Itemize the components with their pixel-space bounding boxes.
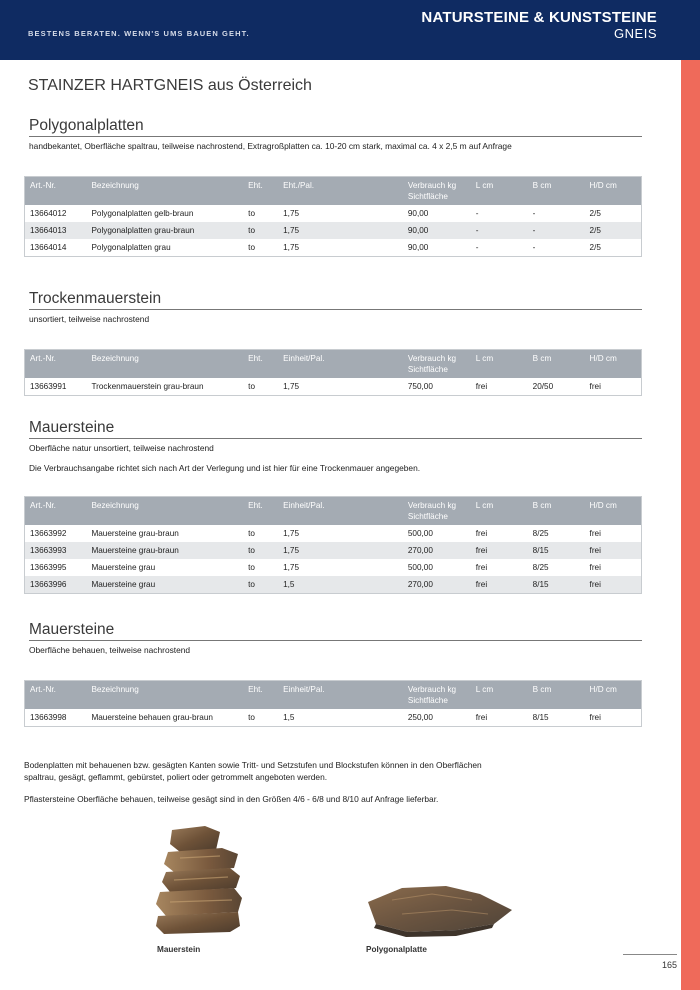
column-header: Art.-Nr.: [25, 350, 87, 379]
table-cell: Polygonalplatten grau: [91, 243, 171, 252]
section-description: unsortiert, teilweise nachrostend: [29, 314, 150, 324]
info-paragraph-pflastersteine: Pflastersteine Oberfläche behauen, teilweise gesägt sind in den Größen 4/6 - 6/8 und 8/10 auf Anfrage lieferbar.: [24, 794, 439, 804]
column-header: Bezeichnung: [86, 497, 243, 526]
table-row: [25, 709, 642, 727]
table-header-row: [25, 177, 642, 206]
table-cell: 500,00: [407, 529, 433, 538]
table-cell: 1,5: [278, 576, 403, 594]
column-header: Eht.: [243, 177, 278, 206]
page-header: [0, 0, 700, 60]
product-table-grid: [24, 496, 642, 594]
column-header: Eht.: [243, 350, 278, 379]
table-cell: 1,75: [283, 563, 300, 572]
section-title: Mauersteine: [29, 621, 642, 641]
table-cell: Mauersteine grau-braun: [86, 542, 243, 559]
table-cell: to: [248, 382, 256, 391]
category-title: NATURSTEINE & KUNSTSTEINE: [421, 9, 657, 26]
table-cell: 8/15: [532, 713, 549, 722]
section-trockenmauerstein: [24, 290, 642, 396]
table-cell: frei: [475, 382, 488, 391]
table-cell: to: [243, 222, 278, 239]
column-header: H/D cm: [585, 681, 642, 710]
column-header: Einheit/Pal.: [278, 681, 403, 710]
table-cell: 8/25: [532, 563, 549, 572]
table-cell: 13663996: [25, 576, 87, 594]
table-cell: 1,75: [283, 209, 300, 218]
table-cell: to: [243, 542, 278, 559]
table-cell: to: [243, 576, 278, 594]
table-cell: Trockenmauerstein grau-braun: [91, 382, 204, 391]
table-cell: frei: [589, 529, 601, 538]
table-cell: 20/50: [532, 382, 554, 391]
product-table: [24, 176, 642, 257]
table-cell: 1,75: [283, 243, 300, 252]
subcategory-title: GNEIS: [614, 26, 657, 41]
mauerstein-image: [150, 822, 250, 937]
column-header: Verbrauch kg Sichtfläche: [403, 350, 471, 379]
column-header: B cm: [528, 497, 585, 526]
caption-mauerstein: Mauerstein: [157, 945, 201, 954]
table-cell: frei: [475, 563, 488, 572]
table-row: [25, 576, 642, 594]
table-row: [25, 559, 642, 576]
table-cell: 8/25: [532, 529, 549, 538]
page-title: STAINZER HARTGNEIS aus Österreich: [28, 77, 312, 94]
column-header: Eht.: [243, 681, 278, 710]
section-title: Mauersteine: [29, 419, 642, 439]
column-header: H/D cm: [585, 497, 642, 526]
table-cell: to: [248, 563, 255, 572]
table-cell: -: [475, 243, 479, 252]
caption-polygonalplatte: Polygonalplatte: [366, 945, 427, 954]
table-cell: frei: [589, 382, 601, 391]
table-cell: -: [528, 222, 585, 239]
table-cell: to: [248, 243, 256, 252]
column-header: Bezeichnung: [86, 681, 243, 710]
column-header: H/D cm: [585, 350, 642, 379]
column-header: H/D cm: [585, 177, 642, 206]
table-cell: frei: [585, 576, 642, 594]
info-paragraph-bodenplatten: Bodenplatten mit behauenen bzw. gesägten Kanten sowie Tritt- und Setzstufen und Blockstufen können in den Oberflächen spaltrau, gesägt, geflammt, gebürstet, poliert oder getrommelt angeboten werden.: [24, 760, 482, 782]
page-number: 165: [623, 954, 677, 970]
column-header: Eht./Pal.: [278, 177, 403, 206]
product-table: [24, 496, 642, 594]
table-cell: Polygonalplatten grau-braun: [86, 222, 243, 239]
section-description: Oberfläche behauen, teilweise nachrostend: [29, 645, 191, 655]
table-cell: 2/5: [589, 243, 601, 252]
table-cell: frei: [475, 529, 488, 538]
section-polygonalplatten: [24, 117, 642, 257]
table-cell: 8/15: [528, 576, 585, 594]
side-accent-stripe: [681, 60, 700, 990]
column-header: Verbrauch kg Sichtfläche: [403, 497, 471, 526]
table-cell: 500,00: [407, 563, 433, 572]
section-title: Polygonalplatten: [29, 117, 642, 137]
column-header: L cm: [471, 497, 528, 526]
product-table-grid: [24, 176, 642, 257]
table-cell: 90,00: [407, 209, 429, 218]
table-cell: to: [248, 713, 255, 722]
table-cell: 13663991: [30, 382, 67, 391]
section-mauersteine-natur: [24, 419, 642, 594]
table-cell: 2/5: [585, 222, 642, 239]
table-cell: 8/15: [528, 542, 585, 559]
section-note: Die Verbrauchsangabe richtet sich nach Art der Verlegung und ist hier für eine Trockenmauer angegeben.: [29, 463, 421, 473]
table-cell: 1,75: [278, 542, 403, 559]
product-table-grid: [24, 349, 642, 396]
table-cell: 1,5: [283, 713, 295, 722]
table-cell: frei: [471, 576, 528, 594]
column-header: Art.-Nr.: [25, 177, 87, 206]
table-header-row: [25, 350, 642, 379]
section-mauersteine-behauen: [24, 621, 642, 727]
table-cell: 13664012: [30, 209, 67, 218]
table-cell: 1,75: [283, 529, 300, 538]
column-header: L cm: [471, 681, 528, 710]
column-header: L cm: [471, 350, 528, 379]
table-cell: 2/5: [589, 209, 601, 218]
table-cell: frei: [475, 713, 488, 722]
column-header: Verbrauch kg Sichtfläche: [403, 177, 471, 206]
column-header: Bezeichnung: [86, 177, 243, 206]
column-header: Art.-Nr.: [25, 681, 87, 710]
table-row: [25, 239, 642, 257]
table-row: [25, 542, 642, 559]
column-header: Art.-Nr.: [25, 497, 87, 526]
column-header: Eht.: [243, 497, 278, 526]
table-row: [25, 205, 642, 222]
header-slogan: BESTENS BERATEN. WENN'S UMS BAUEN GEHT.: [28, 29, 250, 38]
table-cell: 13664013: [25, 222, 87, 239]
table-row: [25, 378, 642, 396]
table-cell: -: [532, 243, 536, 252]
table-cell: 270,00: [403, 542, 471, 559]
table-cell: Mauersteine behauen grau-braun: [91, 713, 213, 722]
column-header: Verbrauch kg Sichtfläche: [403, 681, 471, 710]
table-cell: 90,00: [403, 222, 471, 239]
table-cell: 1,75: [283, 382, 300, 391]
table-header-row: [25, 497, 642, 526]
table-cell: frei: [589, 563, 601, 572]
table-cell: -: [475, 209, 479, 218]
table-cell: 1,75: [278, 222, 403, 239]
column-header: L cm: [471, 177, 528, 206]
product-table-grid: [24, 680, 642, 727]
table-cell: Mauersteine grau: [91, 563, 156, 572]
table-cell: Mauersteine grau: [86, 576, 243, 594]
table-header-row: [25, 681, 642, 710]
polygonalplatte-image: [362, 880, 517, 938]
table-cell: frei: [471, 542, 528, 559]
table-cell: Polygonalplatten gelb-braun: [91, 209, 194, 218]
column-header: B cm: [528, 177, 585, 206]
table-cell: 13663995: [30, 563, 67, 572]
table-cell: Mauersteine grau-braun: [91, 529, 179, 538]
table-cell: 13663993: [25, 542, 87, 559]
table-cell: frei: [589, 713, 601, 722]
column-header: B cm: [528, 681, 585, 710]
table-cell: -: [471, 222, 528, 239]
table-row: [25, 525, 642, 542]
section-description: handbekantet, Oberfläche spaltrau, teilweise nachrostend, Extragroßplatten ca. 10-20 cm stark, maximal ca. 4 x 2,5 m auf Anfrage: [29, 141, 512, 151]
column-header: Einheit/Pal.: [278, 350, 403, 379]
table-cell: 13663998: [30, 713, 67, 722]
column-header: B cm: [528, 350, 585, 379]
column-header: Bezeichnung: [86, 350, 243, 379]
product-table: [24, 349, 642, 396]
section-title: Trockenmauerstein: [29, 290, 642, 310]
table-row: [25, 222, 642, 239]
section-description: Oberfläche natur unsortiert, teilweise nachrostend: [29, 443, 214, 453]
table-cell: 13664014: [30, 243, 67, 252]
table-cell: 250,00: [407, 713, 433, 722]
column-header: Einheit/Pal.: [278, 497, 403, 526]
table-cell: 13663992: [30, 529, 67, 538]
table-cell: -: [532, 209, 536, 218]
table-cell: frei: [585, 542, 642, 559]
table-cell: to: [248, 529, 255, 538]
table-cell: 90,00: [407, 243, 429, 252]
table-cell: 270,00: [403, 576, 471, 594]
table-cell: 750,00: [407, 382, 433, 391]
table-cell: to: [248, 209, 256, 218]
product-table: [24, 680, 642, 727]
